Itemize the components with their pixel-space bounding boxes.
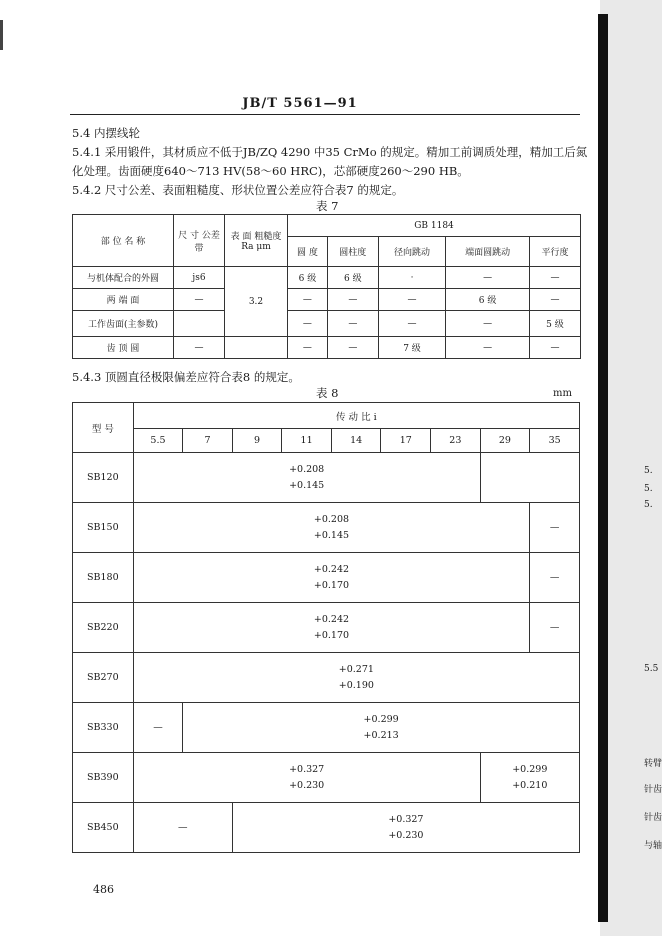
- deviation-cell: +0.208 +0.145: [133, 453, 480, 503]
- header-part: 部 位 名 称: [73, 215, 174, 267]
- table-cell: js6: [174, 267, 225, 289]
- table-cell: —: [446, 337, 530, 359]
- paragraph-5-4-2: 5.4.2 尺寸公差、表面粗糙度、形状位置公差应符合表7 的规定。: [72, 183, 404, 197]
- roughness-value: 3.2: [225, 267, 288, 337]
- table-row-model: SB450: [73, 803, 134, 853]
- table-cell: —: [288, 289, 328, 311]
- table-cell: —: [446, 267, 530, 289]
- edge-fragment: 与轴: [644, 841, 662, 851]
- table-row-model: SB180: [73, 553, 134, 603]
- table-cell: —: [133, 703, 183, 753]
- table8-unit: mm: [553, 388, 572, 399]
- table-cell: —: [529, 337, 580, 359]
- deviation-cell: +0.327 +0.230: [232, 803, 579, 853]
- ratio-header: 5.5: [133, 429, 183, 453]
- table-cell: 5 级: [529, 311, 580, 337]
- deviation-cell: +0.299 +0.210: [480, 753, 579, 803]
- subheader-radial-runout: 径向跳动: [378, 237, 445, 267]
- table-cell: —: [288, 337, 328, 359]
- ratio-header: 7: [183, 429, 233, 453]
- table-7: [72, 214, 581, 359]
- table-row-part: 工作齿面(主参数): [73, 311, 174, 337]
- table7-caption: 表 7: [316, 199, 339, 213]
- header-rule: [70, 114, 580, 115]
- table-cell: —: [530, 603, 580, 653]
- page-number: 486: [93, 883, 114, 896]
- table-row-model: SB220: [73, 603, 134, 653]
- table-8: [72, 402, 580, 853]
- table-cell: —: [530, 553, 580, 603]
- ratio-header: 9: [232, 429, 282, 453]
- table-cell: 6 级: [446, 289, 530, 311]
- table-cell: —: [529, 267, 580, 289]
- header-roughness: 表 面 粗糙度 Ra μm: [225, 215, 288, 267]
- edge-fragment: 转臂: [644, 759, 662, 769]
- header-tolerance: 尺 寸 公差带: [174, 215, 225, 267]
- deviation-cell: +0.242 +0.170: [133, 553, 530, 603]
- ratio-header: 17: [381, 429, 431, 453]
- edge-fragment: 针齿: [644, 785, 662, 795]
- ratio-header: 11: [282, 429, 332, 453]
- deviation-cell: +0.299 +0.213: [183, 703, 580, 753]
- paragraph-5-4-3: 5.4.3 顶圆直径极限偏差应符合表8 的规定。: [72, 370, 300, 384]
- table-cell: [174, 311, 225, 337]
- deviation-cell: +0.208 +0.145: [133, 503, 530, 553]
- deviation-cell: +0.271 +0.190: [133, 653, 579, 703]
- deviation-cell: +0.327 +0.230: [133, 753, 480, 803]
- table-row-part: 齿 顶 圆: [73, 337, 174, 359]
- page-binding-shadow: [598, 14, 608, 922]
- table-cell: —: [174, 289, 225, 311]
- edge-fragment: 5.: [644, 466, 653, 476]
- header-ratio: 传 动 比 i: [133, 403, 579, 429]
- table-cell: —: [446, 311, 530, 337]
- edge-fragment: 5.: [644, 500, 653, 510]
- edge-fragment: 5.5: [644, 664, 659, 674]
- table-cell: —: [327, 311, 378, 337]
- deviation-cell: +0.242 +0.170: [133, 603, 530, 653]
- table-cell: —: [327, 289, 378, 311]
- edge-fragment: 针齿: [644, 813, 662, 823]
- table-row-part: 两 端 面: [73, 289, 174, 311]
- ratio-header: 29: [480, 429, 530, 453]
- paragraph-5-4-1: 5.4.1 采用锻件，其材质应不低于JB/ZQ 4290 中35 CrMo 的规定。精加工前调质处理，精加工后氮化处理。齿面硬度640～713 HV(58～60 HRC)，芯部硬度260～290 HB。: [72, 145, 588, 178]
- table-cell: 6 级: [288, 267, 328, 289]
- table8-caption: 表 8: [316, 386, 339, 400]
- table-cell: —: [529, 289, 580, 311]
- table-cell: —: [174, 337, 225, 359]
- table-cell: ·: [378, 267, 445, 289]
- scan-mark: [0, 20, 3, 50]
- table-row-part: 与机体配合的外圆: [73, 267, 174, 289]
- ratio-header: 35: [530, 429, 580, 453]
- header-model: 型 号: [73, 403, 134, 453]
- table-cell: 6 级: [327, 267, 378, 289]
- table-cell: [225, 337, 288, 359]
- subheader-parallelism: 平行度: [529, 237, 580, 267]
- table-cell: [480, 453, 579, 503]
- table-cell: —: [378, 289, 445, 311]
- header-gb1184: GB 1184: [288, 215, 581, 237]
- table-row-model: SB270: [73, 653, 134, 703]
- page-header: JB/T 5561—91: [242, 96, 358, 111]
- table-cell: —: [327, 337, 378, 359]
- edge-fragment: 5.: [644, 484, 653, 494]
- ratio-header: 23: [431, 429, 481, 453]
- table-row-model: SB150: [73, 503, 134, 553]
- subheader-cylindricity: 圆柱度: [327, 237, 378, 267]
- subheader-roundness: 圆 度: [288, 237, 328, 267]
- table-cell: —: [133, 803, 232, 853]
- table-cell: —: [378, 311, 445, 337]
- table-cell: —: [288, 311, 328, 337]
- subheader-face-runout: 端面圆跳动: [446, 237, 530, 267]
- section-heading: 5.4 内摆线轮: [72, 126, 140, 140]
- table-cell: —: [530, 503, 580, 553]
- table-cell: 7 级: [378, 337, 445, 359]
- table-row-model: SB390: [73, 753, 134, 803]
- ratio-header: 14: [331, 429, 381, 453]
- table-row-model: SB330: [73, 703, 134, 753]
- table-row-model: SB120: [73, 453, 134, 503]
